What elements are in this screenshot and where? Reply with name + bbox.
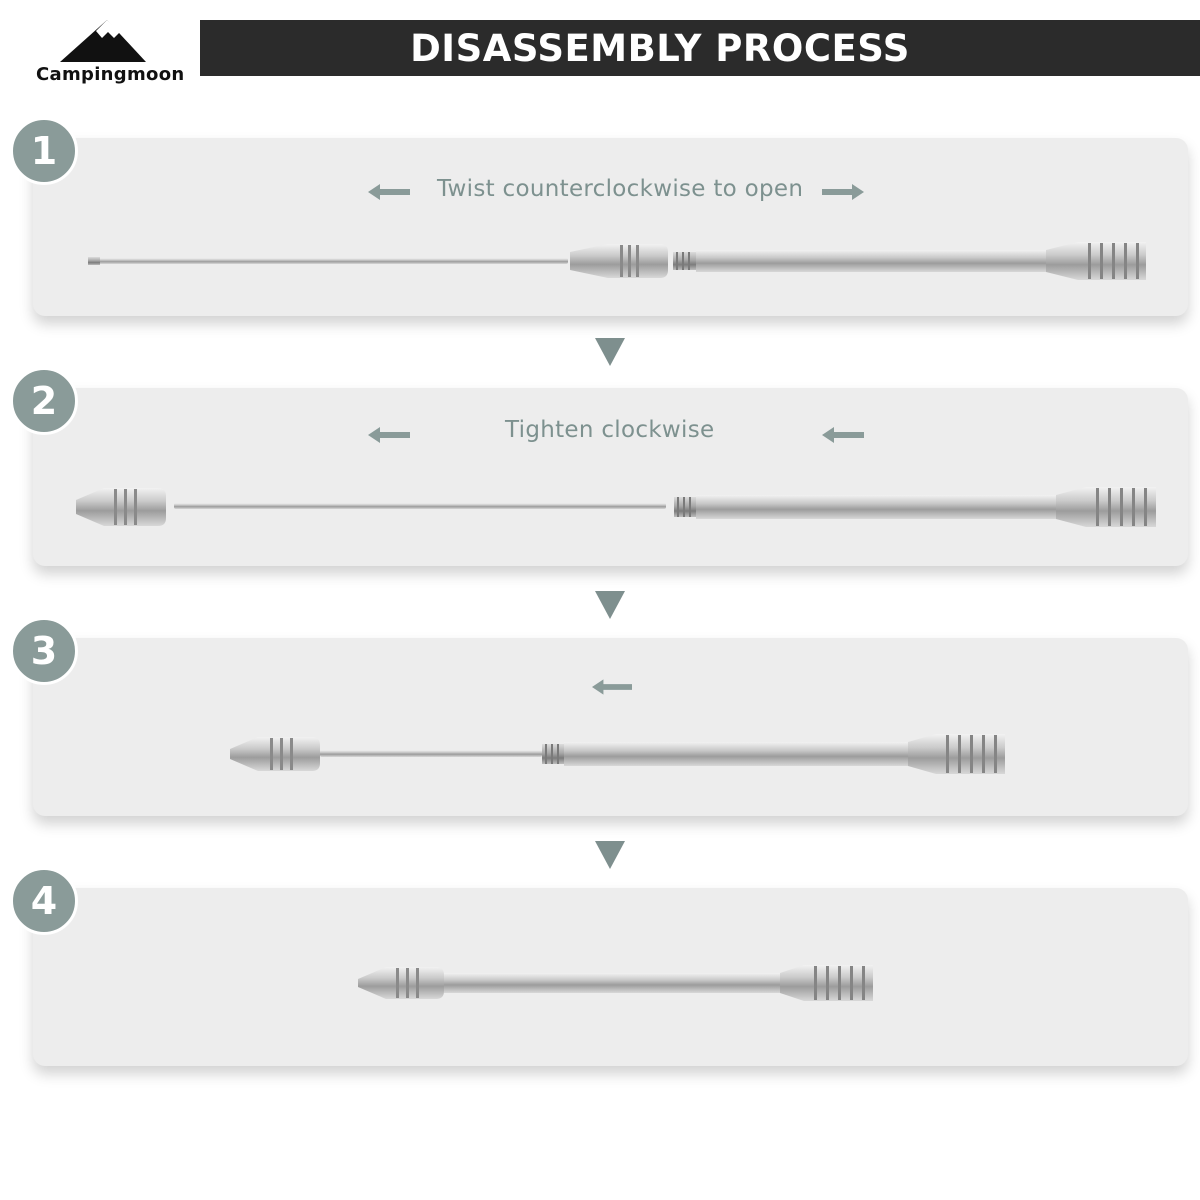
step-2-instruction: Tighten clockwise: [505, 417, 715, 443]
step-2-badge: 2: [10, 367, 78, 435]
down-arrow-icon: [595, 338, 625, 366]
arrow-left-icon: [368, 426, 410, 444]
step-2-panel: [33, 388, 1188, 566]
mountain-logo-icon: [60, 18, 146, 64]
page-title: DISASSEMBLY PROCESS: [410, 26, 910, 70]
step-1-rod-illustration: [88, 238, 1148, 286]
down-arrow-icon: [595, 591, 625, 619]
step-1-panel: [33, 138, 1188, 316]
step-1-badge: 1: [10, 117, 78, 185]
step-4-badge: 4: [10, 867, 78, 935]
step-4-rod-illustration: [356, 961, 876, 1005]
step-3-panel: [33, 638, 1188, 816]
step-3-badge: 3: [10, 617, 78, 685]
step-3-rod-illustration: [228, 731, 1008, 777]
step-1-instruction: Twist counterclockwise to open: [437, 176, 804, 202]
header-bar: [200, 20, 1200, 76]
down-arrow-icon: [595, 841, 625, 869]
brand-logo: [30, 18, 185, 88]
brand-name: Campingmoon: [36, 64, 185, 85]
arrow-left-icon: [592, 678, 632, 696]
arrow-left-icon: [368, 183, 410, 201]
arrow-left-icon: [822, 426, 864, 444]
arrow-right-icon: [822, 183, 864, 201]
step-2-rod-illustration: [74, 484, 1159, 530]
